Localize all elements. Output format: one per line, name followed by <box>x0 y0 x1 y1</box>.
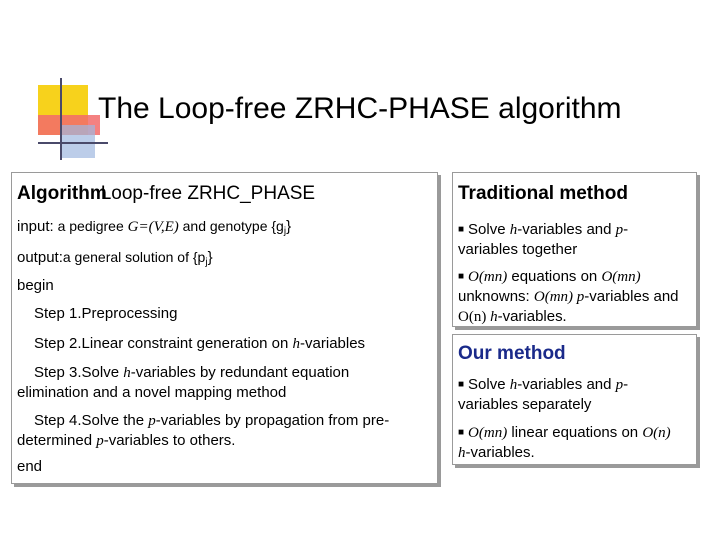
bullet-text: h <box>509 222 518 238</box>
input-line <box>17 218 291 237</box>
bullet-text: O(mn) <box>468 425 508 441</box>
input-sub: j <box>283 226 287 237</box>
step-label: Step 1. <box>34 305 82 322</box>
step-text: p <box>96 433 104 449</box>
step-text: Linear constraint generation on <box>81 335 293 352</box>
step-text: -variables <box>300 335 366 352</box>
bullet-text: -variables and <box>584 288 679 305</box>
step-text: -variables to others. <box>103 432 236 449</box>
output-close: } <box>207 249 213 266</box>
bullet-text: O(n) h <box>458 425 671 461</box>
algorithm-heading-line <box>17 183 315 205</box>
decor-horizontal-line <box>38 142 108 144</box>
bullet-text: p <box>615 222 624 238</box>
step-text: Preprocessing <box>81 305 178 322</box>
step-text: -variables by redundant equation elimination and a novel mapping method <box>17 364 350 401</box>
bullet-text: -variables separately <box>458 376 629 413</box>
input-graph: G=(V,E) <box>127 219 179 235</box>
bullet-text: Solve <box>468 376 510 393</box>
end-keyword: end <box>17 458 43 475</box>
step-label: Step 3. <box>34 364 82 381</box>
step-2 <box>34 335 365 353</box>
our-bullet-1 <box>458 375 683 414</box>
bullet-icon: ■ <box>458 379 465 390</box>
traditional-bullet-2 <box>458 267 683 327</box>
algorithm-panel <box>11 172 438 484</box>
output-sub: j <box>205 257 208 268</box>
bullet-text: O(mn) <box>468 269 508 285</box>
bullet-text: -variables and <box>517 376 616 393</box>
bullet-text: . <box>562 309 567 325</box>
bullet-icon: ■ <box>458 427 465 438</box>
input-label: input: <box>17 218 54 235</box>
algorithm-name: Loop-free ZRHC_PHASE <box>100 183 316 204</box>
output-text: a general solution of {p <box>62 249 206 265</box>
step-4 <box>17 411 432 451</box>
our-method-heading: Our method <box>458 343 566 364</box>
bullet-text: unknowns: <box>458 288 534 305</box>
step-label: Step 4. <box>34 412 82 429</box>
input-close: } <box>286 218 292 235</box>
step-text: -variables by propagation from pre-determined <box>17 412 390 449</box>
step-text: h <box>123 365 131 381</box>
bullet-text: equations on <box>507 268 602 285</box>
output-label: output: <box>17 249 63 266</box>
bullet-icon: ■ <box>458 271 465 282</box>
our-method-panel <box>452 334 697 465</box>
traditional-method-panel <box>452 172 697 327</box>
bullet-text: -variables together <box>458 221 629 258</box>
input-genotype: and genotype {g <box>178 218 284 234</box>
traditional-bullet-1 <box>458 220 683 259</box>
bullet-text: -variables and <box>517 221 616 238</box>
our-bullet-2 <box>458 423 683 463</box>
traditional-heading: Traditional method <box>458 183 628 204</box>
step-text: h <box>292 336 301 352</box>
bullet-text: O(n) <box>458 309 491 325</box>
step-3 <box>17 363 397 402</box>
bullet-text: O(mn) p <box>533 289 585 305</box>
bullet-text: O(mn) <box>601 269 641 285</box>
bullet-text: -variables <box>497 308 563 325</box>
bullet-text: -variables. <box>465 444 535 461</box>
output-line <box>17 249 213 268</box>
step-1 <box>34 305 177 322</box>
slide-title: The Loop-free ZRHC-PHASE algorithm <box>98 92 622 125</box>
step-text: Solve the <box>81 412 149 429</box>
begin-keyword: begin <box>17 277 54 294</box>
bullet-text: h <box>509 377 518 393</box>
decor-vertical-line <box>60 78 62 160</box>
step-label: Step 2. <box>34 335 82 352</box>
bullet-text: linear equations on <box>507 424 643 441</box>
algorithm-heading: Algorithm <box>17 183 107 204</box>
bullet-icon: ■ <box>458 224 465 235</box>
bullet-text: h <box>490 309 498 325</box>
step-text: p <box>148 413 156 429</box>
input-text: a pedigree <box>53 218 128 234</box>
bullet-text: p <box>615 377 624 393</box>
step-text: Solve <box>81 364 124 381</box>
bullet-text: Solve <box>468 221 510 238</box>
